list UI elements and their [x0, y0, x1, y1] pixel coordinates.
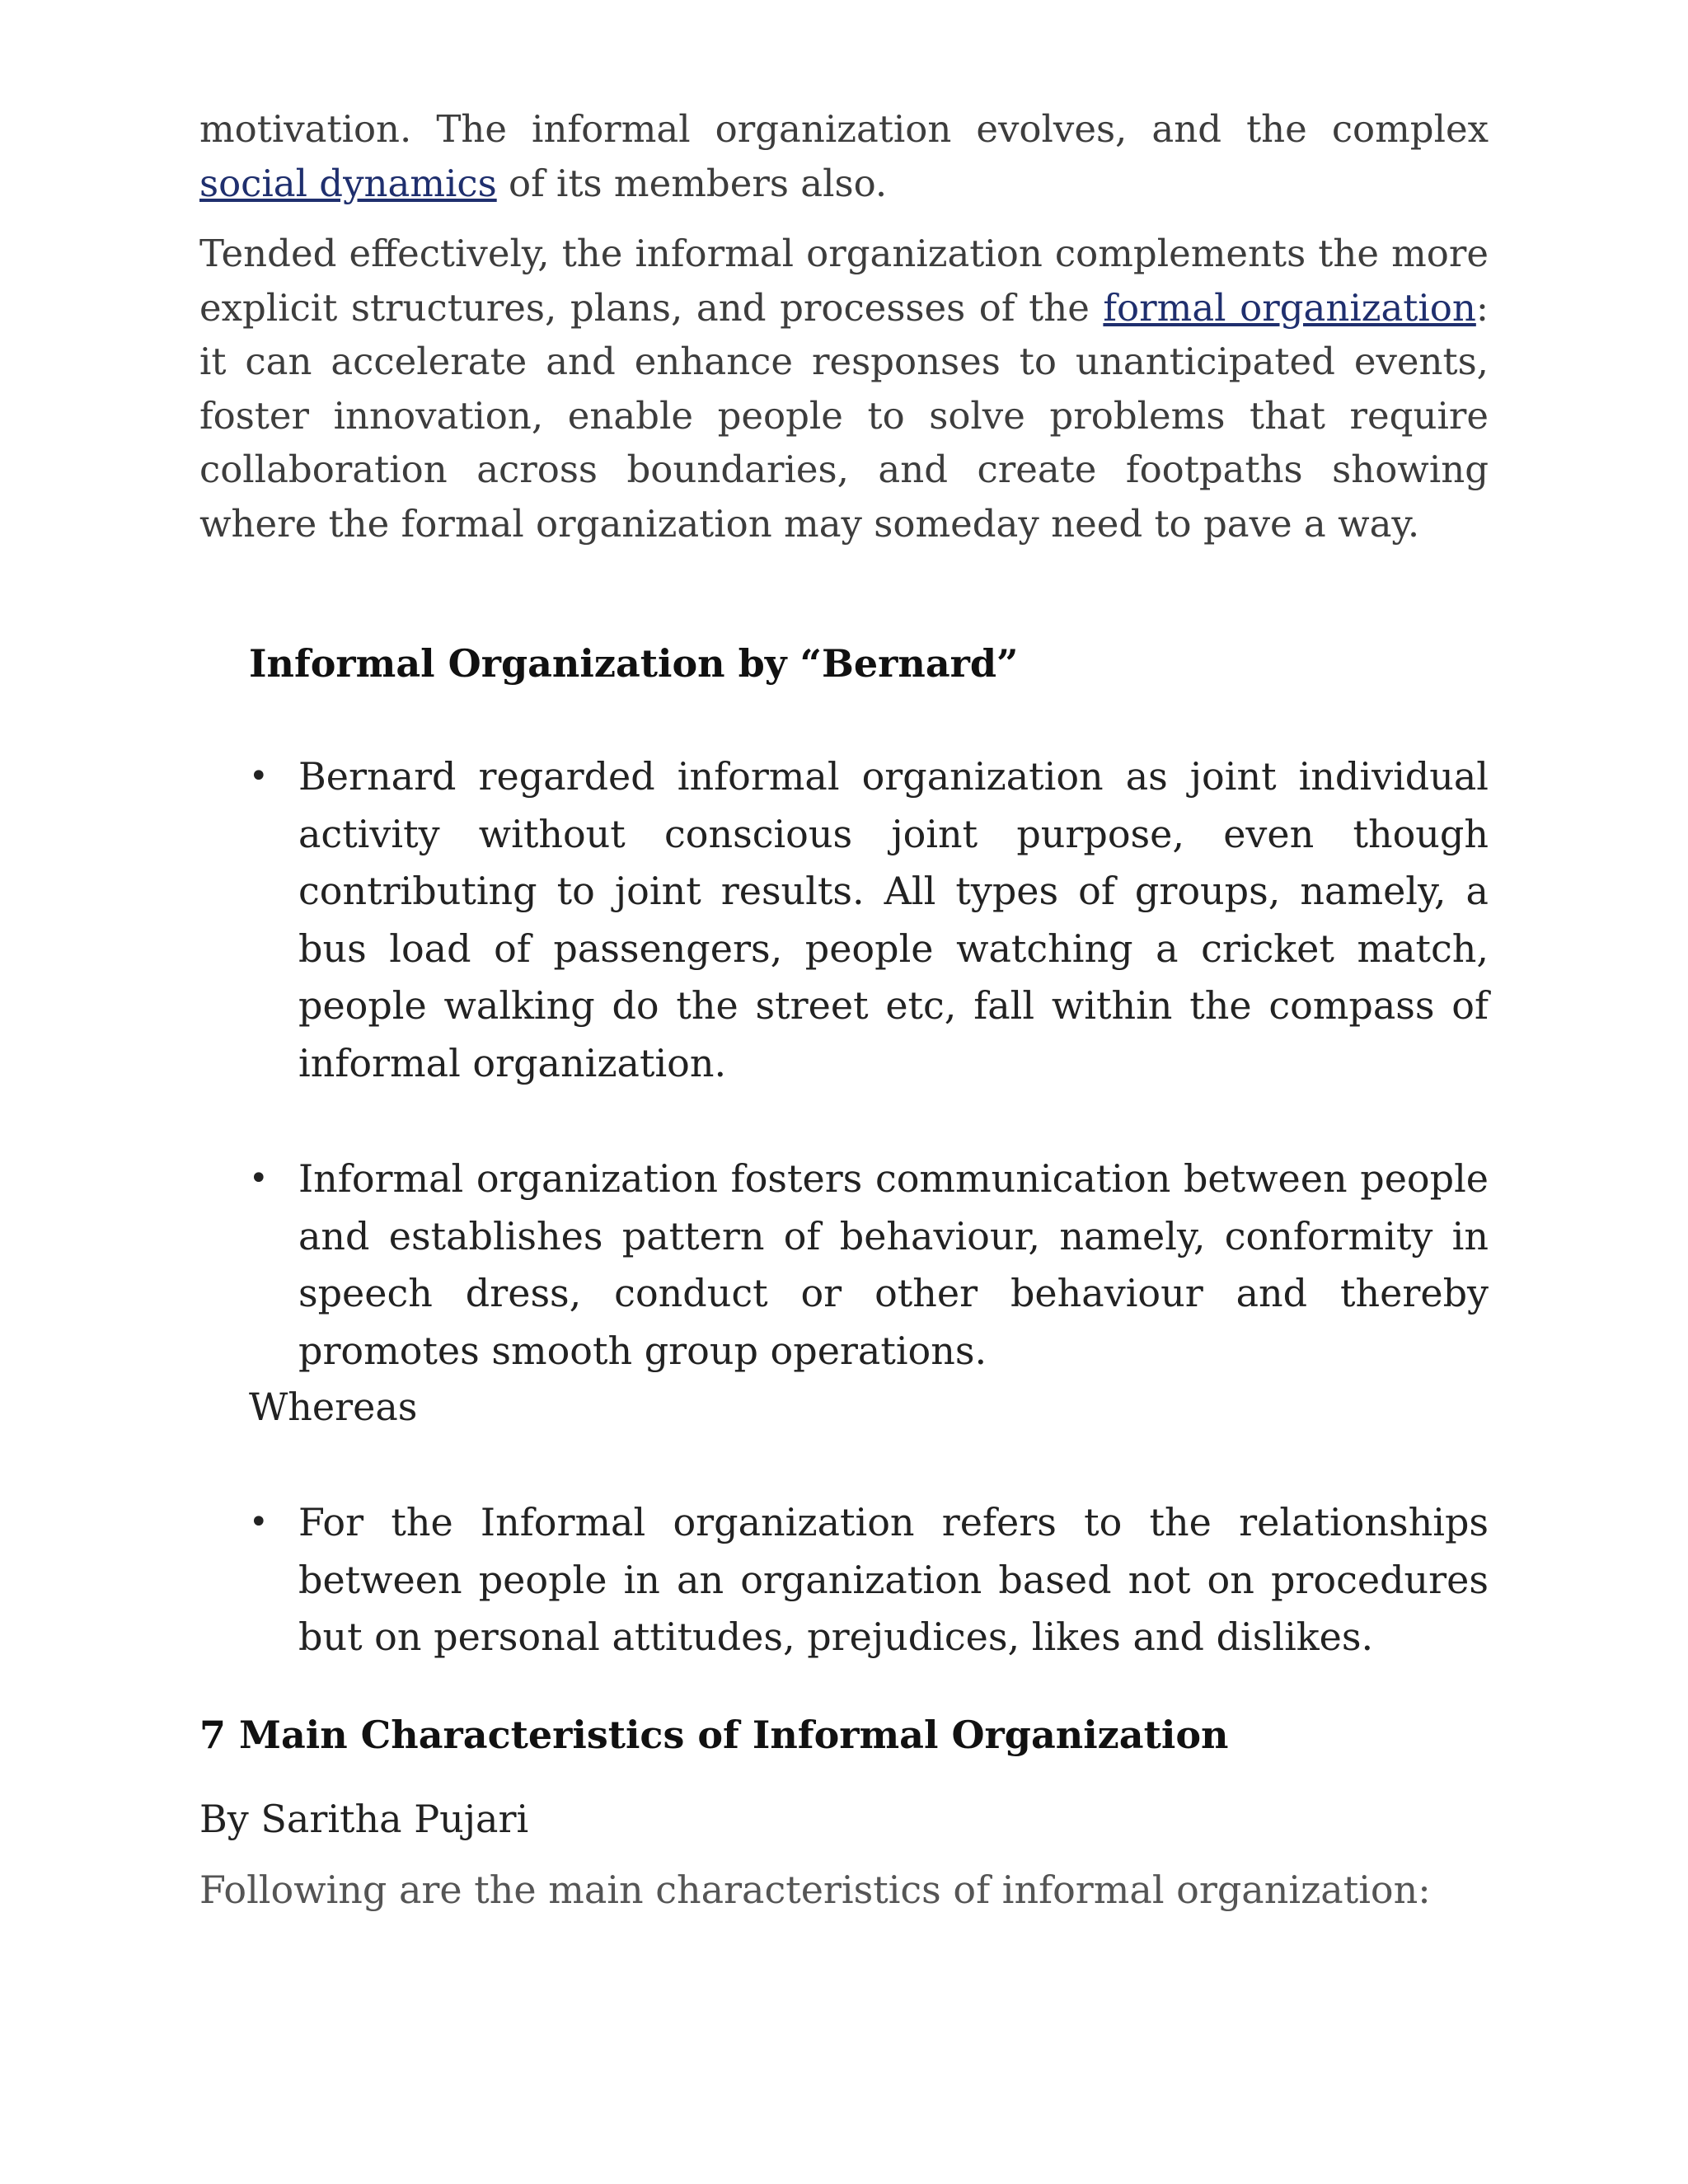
paragraph-text: motivation. The informal organization evolves, and the complex	[199, 107, 1489, 151]
list-item-text: For the Informal organization refers to the relationships between people in an organization based not on procedures but on personal attitudes, prejudices, likes and dislikes.	[298, 1500, 1489, 1659]
bullet-icon: •	[249, 757, 269, 795]
list-item	[249, 1494, 1489, 1666]
social-dynamics-link[interactable]: social dynamics	[199, 161, 497, 205]
intro-text: Following are the main characteristics of informal organization:	[199, 1867, 1431, 1912]
paragraph-formal-organization	[199, 227, 1489, 551]
paragraph-text: Tended effectively, the informal organization complements the more explicit structures, plans, and processes of the	[199, 232, 1489, 330]
bullet-icon: •	[249, 1503, 269, 1541]
list-item	[249, 748, 1489, 1092]
paragraph-text: : it can accelerate and enhance responses to unanticipated events, foster innovation, enable people to solve problems that require collaboration across boundaries, and create footpaths showing where the formal organization may someday need to pave a way.	[199, 285, 1489, 546]
document-page	[199, 102, 1489, 1917]
list-item-text: Bernard regarded informal organization as joint individual activity without conscious joint purpose, even though contributing to joint results. All types of groups, namely, a bus load of passengers, people watching a cricket match, people walking do the street etc, fall within the compass of informal organization.	[298, 754, 1489, 1085]
paragraph-text: of its members also.	[496, 161, 888, 205]
list-item	[249, 1151, 1489, 1380]
bernard-bullet-list	[249, 748, 1489, 1380]
paragraph-social-dynamics	[199, 102, 1489, 210]
whereas-label: Whereas	[249, 1385, 418, 1429]
section-title: 7 Main Characteristics of Informal Organization	[199, 1712, 1229, 1757]
formal-organization-link[interactable]: formal organization	[1103, 285, 1476, 330]
bullet-icon: •	[249, 1160, 269, 1197]
list-item-text: Informal organization fosters communication between people and establishes pattern of behaviour, namely, conformity in speech dress, conduct or other behaviour and thereby promotes smooth group operations.	[298, 1156, 1489, 1373]
bernard-subheading: Informal Organization by “Bernard”	[249, 641, 1019, 686]
whereas-bullet-list	[249, 1494, 1489, 1666]
author-byline: By Saritha Pujari	[199, 1796, 529, 1841]
